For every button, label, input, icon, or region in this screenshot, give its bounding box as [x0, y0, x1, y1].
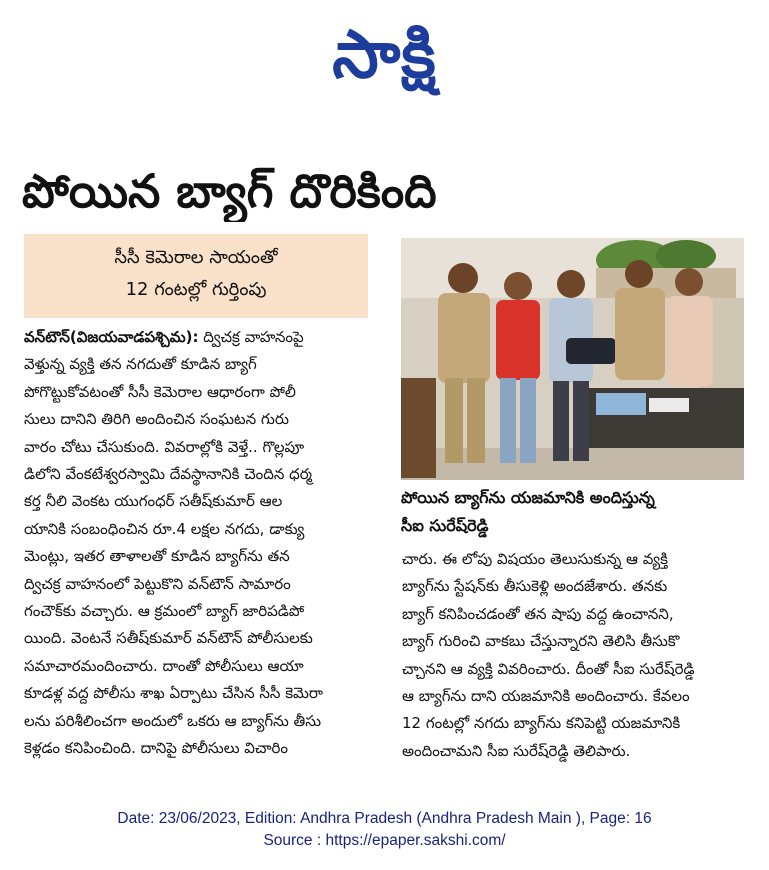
body-line: కెళ్లడం కనిపించింది. దానిపై పోలీసులు విచారిం	[24, 739, 288, 758]
body-line: ద్విచక్ర వాహనంలో పెట్టుకొని వన్‌టౌన్‌ సామారం	[24, 574, 291, 593]
article-headline: పోయిన బ్యాగ్ దొరికింది	[22, 164, 437, 218]
body-line: చ్చానని ఆ వ్యక్తి వివరించారు. దీంతో సీఐ సురేష్‌రెడ్డి	[402, 659, 695, 678]
photo-illustration	[401, 238, 744, 480]
masthead	[0, 12, 769, 98]
footer-edition-info: Date: 23/06/2023, Edition: Andhra Pradesh (Andhra Pradesh Main ), Page: 16	[117, 810, 652, 827]
body-line: పోగొట్టుకోవటంతో సీసీ కెమెరాల ఆధారంగా పోలీ	[24, 382, 296, 401]
body-line: కూడళ్ల వద్ద పోలీసు శాఖ ఏర్పాటు చేసిన సీసీ కెమెరా	[24, 684, 323, 703]
body-line: కర్త నీలి వెంకట యుగంధర్‌ సతీష్‌కుమార్‌ ఆల	[24, 492, 283, 511]
body-line: బ్యాగ్‌ను స్టేషన్‌కు తీసుకెళ్లి అందజేశారు. తనకు	[402, 577, 668, 596]
article-subhead-box	[24, 234, 368, 318]
body-line: యింది. వెంటనే సతీష్‌కుమార్‌ వన్‌టౌన్‌ పోలీసులకు	[24, 629, 313, 648]
caption-line: పోయిన బ్యాగ్‌ను యజమానికి అందిస్తున్న	[401, 488, 655, 507]
body-line: వారం చోటు చేసుకుంది. వివరాల్లోకి వెళ్తే.. గొల్లపూ	[24, 437, 305, 456]
body-line: చారు. ఈ లోపు విషయం తెలుసుకున్న ఆ వ్యక్తి	[402, 550, 668, 568]
subhead-line: 12 గంటల్లో గుర్తింపు	[125, 279, 267, 300]
body-line: సమాచారమందించారు. దాంతో పోలీసులు ఆయా	[24, 656, 304, 675]
body-line: యానికి సంబంధించిన రూ.4 లక్షల నగదు, డాక్యు	[24, 519, 305, 538]
caption-line: సీఐ సురేష్‌రెడ్డి	[401, 516, 489, 535]
body-line: లను పరిశీలించగా అందులో ఒకరు ఆ బ్యాగ్‌ను తీసు	[24, 711, 322, 730]
news-photo	[401, 238, 744, 480]
body-line: మెంట్లు, ఇతర తాళాలతో కూడిన బ్యాగ్‌ను తన	[24, 547, 290, 566]
body-line: వెళ్తున్న వ్యక్తి తన నగదుతో కూడిన బ్యాగ్‌	[24, 355, 257, 374]
body-line: ఆ బ్యాగ్‌ను దాని యజమానికి అందించారు. కేవలం	[402, 687, 690, 706]
article-dateline: వన్‌టౌన్‌(విజయవాడపశ్చిమ):	[24, 328, 199, 346]
footer-source: Source : https://epaper.sakshi.com/	[263, 832, 506, 849]
body-line: డిలోని వేంకటేశ్వరస్వామి దేవస్థానానికి చెందిన ధర్మ	[24, 465, 312, 484]
body-line	[24, 324, 370, 351]
body-line: గంచౌక్‌కు వచ్చారు. ఆ క్రమంలో బ్యాగ్‌ జారిపడిపో	[24, 602, 305, 621]
article-column-right	[402, 546, 744, 765]
article-column-left	[24, 324, 370, 763]
body-line: సులు దానిని తిరిగి అందించిన సంఘటన గురు	[24, 410, 289, 429]
subhead-line: సీసీ కెమెరాల సాయంతో	[114, 247, 278, 268]
body-line: 12 గంటల్లో నగదు బ్యాగ్‌ను కనిపెట్టి యజమానికి	[402, 714, 681, 733]
body-line-text: ద్విచక్ర వాహనంపై	[203, 328, 304, 346]
photo-caption	[401, 484, 745, 544]
body-line: అందించామని సీఐ సురేష్‌రెడ్డి తెలిపారు.	[402, 741, 631, 760]
body-line: బ్యాగ్‌ గురించి వాకబు చేస్తున్నారని తెలిసి తీసుకొ	[402, 632, 680, 651]
body-line: బ్యాగ్‌ కనిపించడంతో తన షాపు వద్ద ఉంచానని,	[402, 604, 674, 623]
sakshi-logo: సాక్షి	[332, 16, 437, 93]
